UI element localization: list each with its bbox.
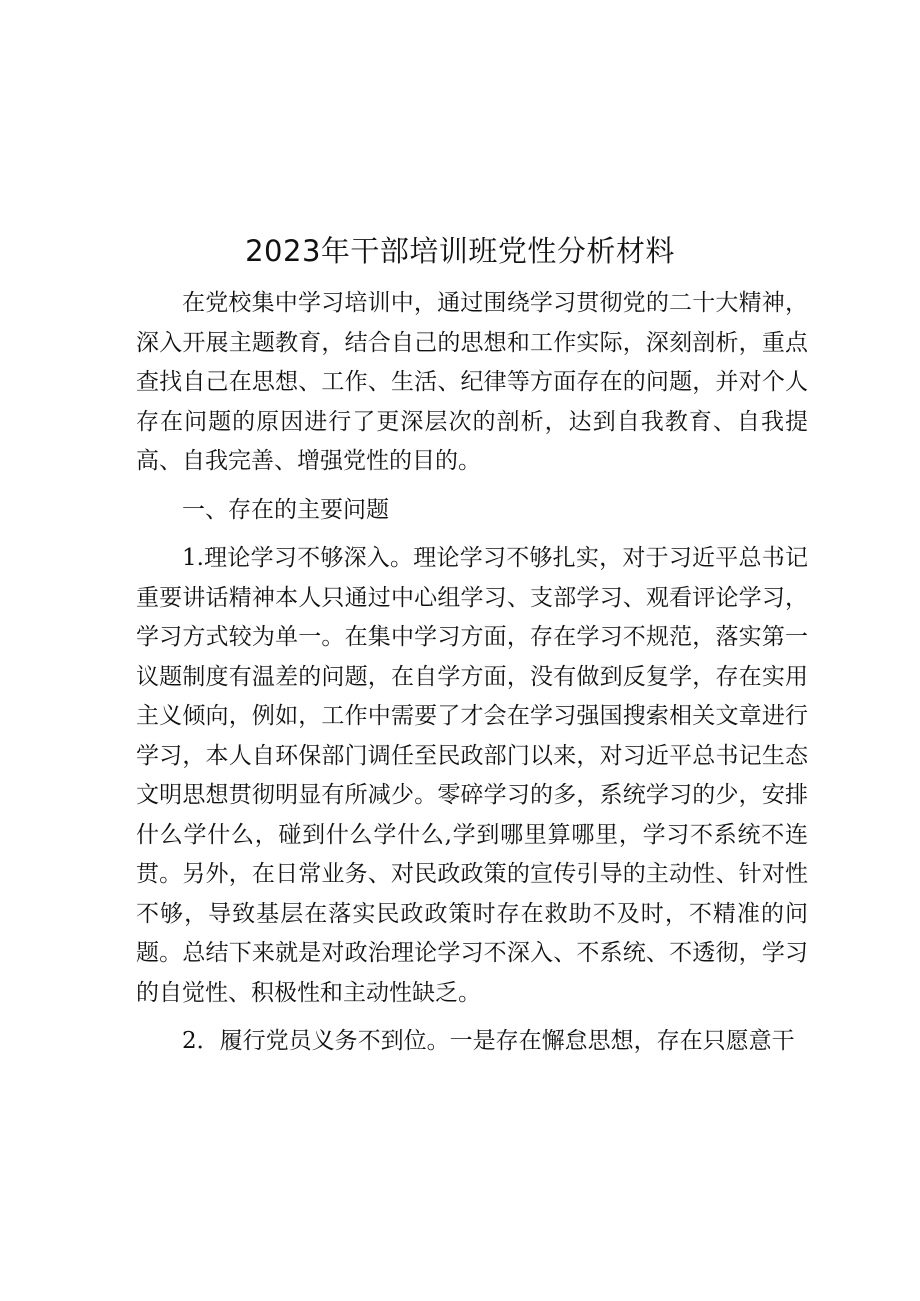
document-title: 2023年干部培训班党性分析材料 [245,234,675,268]
intro-paragraph: 在党校集中学习培训中，通过围绕学习贯彻党的二十大精神，深入开展主题教育，结合自己的思想和工作实际，深刻剖析，重点查找自己在思想、工作、生活、纪律等方面存在的问题，并对个人存在问题的原因进行了更深层次的剖析，达到自我教育、自我提高、自我完善、增强党性的目的。 [136,290,808,474]
section-heading: 一、存在的主要问题 [182,496,389,523]
issue-paragraph-2: 2．履行党员义务不到位。一是存在懈怠思想，存在只愿意干 [182,1028,795,1054]
issue-paragraph-1: 1.理论学习不够深入。理论学习不够扎实，对于习近平总书记重要讲话精神本人只通过中心组学习、支部学习、观看评论学习，学习方式较为单一。在集中学习方面，存在学习不规范，落实第一议题制度有温差的问题，在自学方面，没有做到反复学，存在实用主义倾向，例如，工作中需要了才会在学习强国搜索相关文章进行学习，本人自环保部门调任至民政部门以来，对习近平总书记生态文明思想贯彻明显有所减少。零碎学习的多，系统学习的少，安排什么学什么，碰到什么学什么,学到哪里算哪里，学习不系统不连贯。另外，在日常业务、对民政政策的宣传引导的主动性、针对性不够，导致基层在落实民政政策时存在救助不及时，不精准的问题。总结下来就是对政治理论学习不深入、不系统、不透彻，学习的自觉性、积极性和主动性缺乏。 [136,545,808,1006]
document-body [136,284,808,1062]
